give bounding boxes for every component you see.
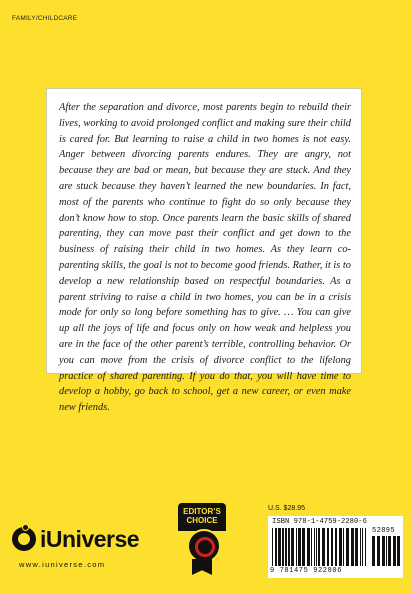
barcode-bar (318, 528, 320, 566)
ean-number: 9 781475 922806 (270, 567, 343, 575)
barcode-bar (339, 528, 342, 566)
barcode-bar (272, 528, 273, 566)
barcode-bar (275, 528, 277, 566)
ean-barcode-bars (272, 528, 368, 566)
barcode (268, 516, 403, 578)
addon-barcode-bars (372, 536, 400, 566)
badge-line2: CHOICE (186, 516, 218, 525)
barcode-bar (282, 528, 284, 566)
barcode-bar (335, 528, 337, 566)
editors-choice-medal-icon (187, 529, 221, 563)
ribbon-icon (192, 559, 212, 575)
badge-line1: EDITOR’S (183, 507, 221, 516)
barcode-bar (377, 536, 380, 566)
blurb-text: After the separation and divorce, most parents begin to rebuild their lives, working to avoid prolonged conflict and making sure their child is cared for. But learning to raise a child in two homes is not easy. Anger between divorcing parents endures. They are angry, not because they are bad or mean, but because they are stuck. And they are stuck because they haven’t learned the new boundaries. In fact, most of the parents who continue to fight do so only because they don’t know how to stop. Once parents learn the basic skills of shared parenting, they can move past their conflict and get down to the business of raising their child in two homes. As they learn co-parenting skills, the goal is not to become good friends. Rather, it is to develop a new relationship based on respectful boundaries. As a parent striving to raise a child in two homes, you can be in a crisis mode for only so long before something has to give. … You can give up all the joys of life and focus only on how weak and helpless you are in the face of the other parent’s terrible, controlling behavior. Or you can move from the crisis of divorce conflict to the lifelong practice of shared parenting. If you do that, you will have time to develop a hobby, go back to school, get a new career, or even make new friends. (59, 102, 351, 414)
iuniverse-logo-icon (12, 527, 36, 551)
barcode-bar (331, 528, 333, 566)
isbn-number: ISBN 978-1-4759-2280-6 (272, 518, 367, 526)
barcode-bar (362, 528, 363, 566)
barcode-bar (278, 528, 281, 566)
barcode-bar (382, 536, 385, 566)
barcode-bar (397, 536, 400, 566)
barcode-bar (302, 528, 305, 566)
barcode-bar (346, 528, 349, 566)
barcode-bar (327, 528, 329, 566)
barcode-bar (291, 528, 294, 566)
category-label: FAMILY/CHILDCARE (12, 15, 78, 22)
barcode-bar (296, 528, 297, 566)
barcode-bar (355, 528, 358, 566)
barcode-bar (365, 528, 366, 566)
barcode-bar (288, 528, 290, 566)
barcode-bar (386, 536, 387, 566)
barcode-bar (316, 528, 317, 566)
barcode-bar (285, 528, 287, 566)
barcode-bar (307, 528, 310, 566)
editors-choice-badge (178, 503, 226, 575)
barcode-bar (372, 536, 375, 566)
barcode-bar (343, 528, 344, 566)
barcode-bar (314, 528, 315, 566)
badge-text (178, 503, 226, 531)
barcode-bar (393, 536, 396, 566)
barcode-bar (311, 528, 312, 566)
barcode-bar (360, 528, 361, 566)
barcode-bar (322, 528, 325, 566)
publisher-logo (12, 524, 162, 574)
barcode-bar (298, 528, 301, 566)
barcode-bar (388, 536, 391, 566)
publisher-name: iUniverse (40, 526, 140, 552)
price-addon-number: 52895 (372, 527, 396, 535)
price-label: U.S. $28.95 (268, 505, 305, 512)
back-cover-blurb-box (46, 88, 362, 414)
barcode-bar (351, 528, 354, 566)
publisher-url: www.iuniverse.com (19, 560, 106, 569)
